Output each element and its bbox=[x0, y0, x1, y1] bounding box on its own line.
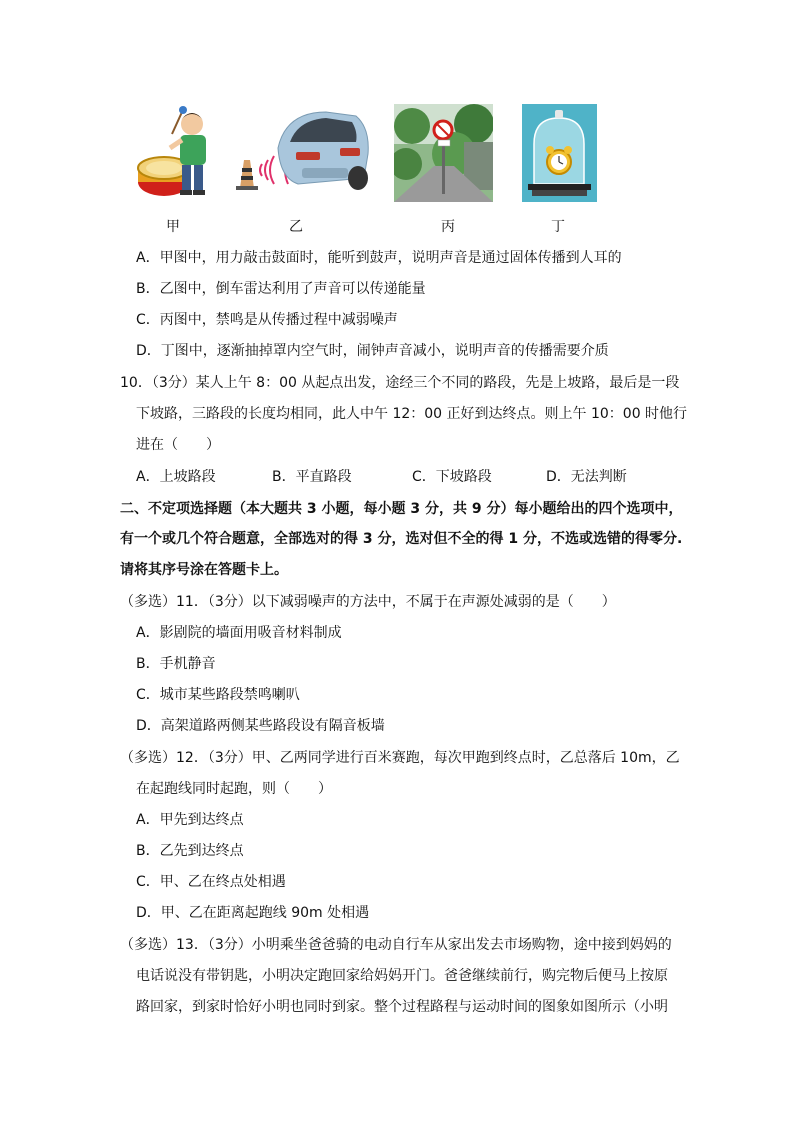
caption-bing: 丙 bbox=[441, 219, 455, 235]
figure-jia-drum bbox=[136, 104, 214, 202]
q9-option-c: C．丙图中，禁鸣是从传播过程中减弱噪声 bbox=[136, 312, 398, 328]
q11-option-c: C．城市某些路段禁鸣喇叭 bbox=[136, 687, 300, 703]
q13-stem-line1: （多选）13．（3分）小明乘坐爸爸骑的电动自行车从家出发去市场购物，途中接到妈妈的 bbox=[120, 937, 672, 953]
figure-yi-car-radar bbox=[228, 108, 370, 194]
q10-stem-line1: 10．（3分）某人上午 8：00 从起点出发，途经三个不同的路段，先是上坡路，最后是一段 bbox=[120, 375, 680, 391]
figure-ding-bell-jar-clock bbox=[522, 104, 597, 202]
caption-yi: 乙 bbox=[289, 219, 303, 235]
q13-stem-line3: 路回家，到家时恰好小明也同时到家。整个过程路程与运动时间的图象如图所示（小明 bbox=[136, 999, 668, 1015]
q10-option-d: D．无法判断 bbox=[546, 469, 627, 485]
q9-option-b: B．乙图中，倒车雷达利用了声音可以传递能量 bbox=[136, 281, 426, 297]
q10-option-a: A．上坡路段 bbox=[136, 469, 216, 485]
q10-stem-line2: 下坡路，三路段的长度均相同，此人中午 12：00 正好到达终点。则上午 10：00 时他行 bbox=[136, 406, 688, 422]
section2-line1: 二、不定项选择题（本大题共 3 小题，每小题 3 分，共 9 分）每小题给出的四个选项中， bbox=[120, 501, 683, 517]
q11-option-d: D．高架道路两侧某些路段设有隔音板墙 bbox=[136, 718, 385, 734]
caption-ding: 丁 bbox=[551, 219, 565, 235]
q11-option-a: A．影剧院的墙面用吸音材料制成 bbox=[136, 625, 342, 641]
q13-stem-line2: 电话说没有带钥匙，小明决定跑回家给妈妈开门。爸爸继续前行，购完物后便马上按原 bbox=[136, 968, 668, 984]
q12-stem-line1: （多选）12．（3分）甲、乙两同学进行百米赛跑，每次甲跑到终点时，乙总落后 10m，乙 bbox=[120, 750, 680, 766]
figure-bing-no-horn-sign bbox=[394, 104, 493, 202]
caption-jia: 甲 bbox=[166, 219, 180, 235]
q10-option-b: B．平直路段 bbox=[272, 469, 352, 485]
q12-option-d: D．甲、乙在距离起跑线 90m 处相遇 bbox=[136, 905, 370, 921]
q12-option-c: C．甲、乙在终点处相遇 bbox=[136, 874, 286, 890]
section2-line2: 有一个或几个符合题意，全部选对的得 3 分，选对但不全的得 1 分，不选或选错的得零分. bbox=[120, 531, 683, 547]
q12-option-b: B．乙先到达终点 bbox=[136, 843, 244, 859]
q10-stem-line3: 进在（ ） bbox=[136, 437, 220, 453]
q11-stem: （多选）11．（3分）以下减弱噪声的方法中，不属于在声源处减弱的是（ ） bbox=[120, 594, 616, 610]
section2-line3: 请将其序号涂在答题卡上。 bbox=[120, 562, 288, 578]
q10-option-c: C．下坡路段 bbox=[412, 469, 492, 485]
q12-option-a: A．甲先到达终点 bbox=[136, 812, 244, 828]
q11-option-b: B．手机静音 bbox=[136, 656, 216, 672]
q9-option-a: A．甲图中，用力敲击鼓面时，能听到鼓声，说明声音是通过固体传播到人耳的 bbox=[136, 250, 622, 266]
q12-stem-line2: 在起跑线同时起跑，则（ ） bbox=[136, 781, 332, 797]
q9-option-d: D．丁图中，逐渐抽掉罩内空气时，闹钟声音减小，说明声音的传播需要介质 bbox=[136, 343, 609, 359]
